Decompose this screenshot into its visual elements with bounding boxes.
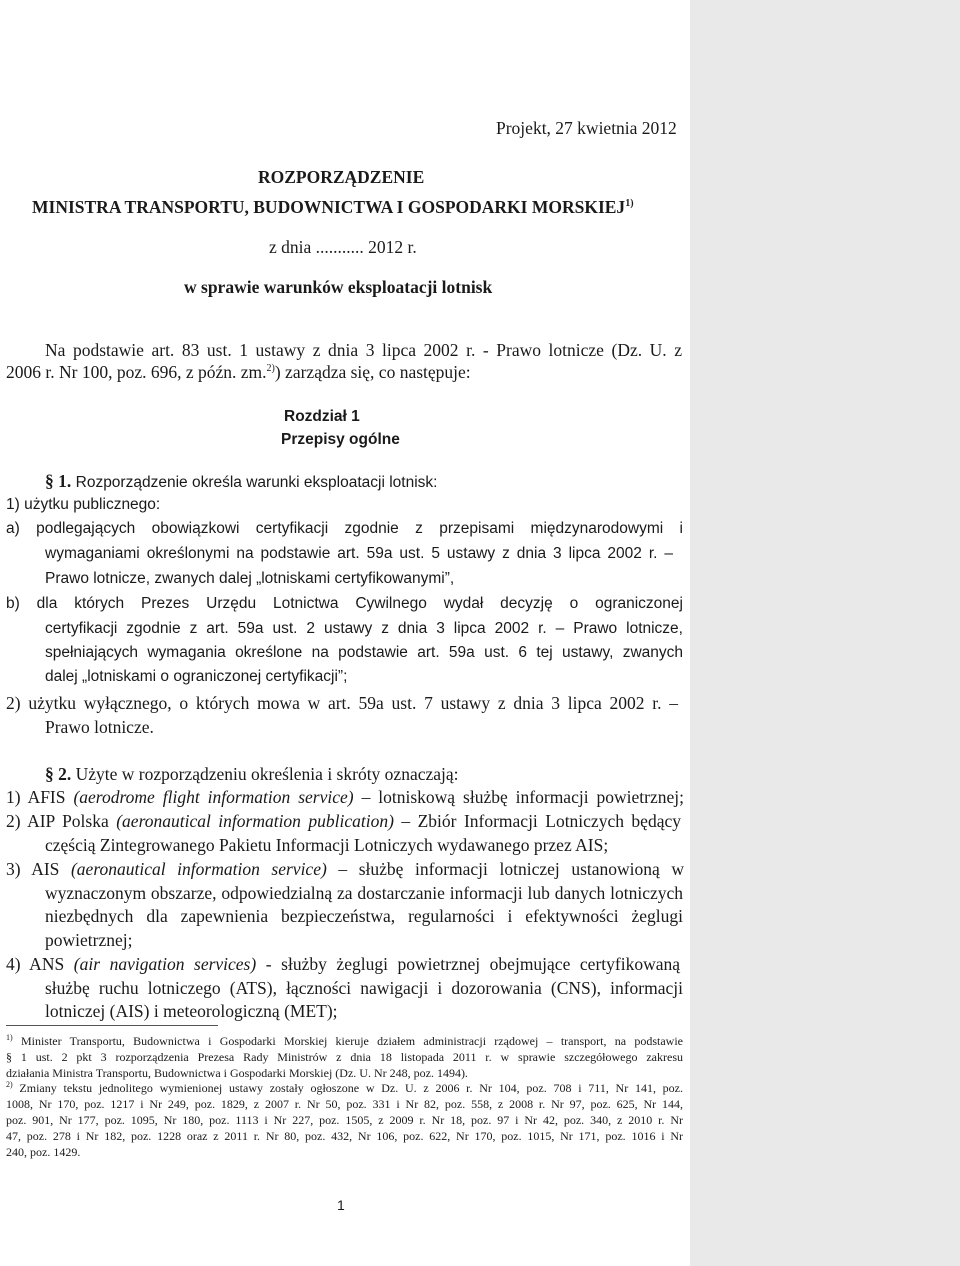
title-ministry [32,197,634,218]
definition-3-expansion: (aeronautical information service) [70,859,327,879]
footnote-2-line-2: 1008, Nr 170, poz. 1217 i Nr 249, poz. 1829, z 2007 r. Nr 50, poz. 331 i Nr 82, poz. 558, z 2008 r. Nr 97, poz. 625, Nr 144, [6,1097,683,1111]
section-2-intro [45,764,459,785]
definition-1-text: – lotniskową służbę informacji powietrznej; [353,787,684,807]
definition-3-line-4: powietrznej; [45,930,133,950]
item-1a-line-1: a) podlegających obowiązkowi certyfikacji zgodnie z przepisami międzynarodowymi i [6,520,683,537]
footnote-1-line-2: § 1 ust. 2 pkt 3 rozporządzenia Prezesa Rady Ministrów z dnia 18 listopada 2011 r. w sprawie szczegółowego zakresu [6,1050,683,1064]
title-date: z dnia ........... 2012 r. [269,237,417,257]
definition-4-line-2: służbę ruchu lotniczego (ATS), łączności nawigacji i dozorowania (CNS), informacji [45,978,683,998]
section-1-mark: § 1. [45,471,72,491]
definition-3-line-2: wyznaczonym obszarze, odpowiedzialną za dostarczanie informacji lub danych lotniczych [45,883,683,903]
item-1b-line-4: dalej „lotniskami o ograniczonej certyfikacji”; [45,668,348,685]
definition-1-term: 1) AFIS [6,787,74,807]
footnote-2-line-3: poz. 901, Nr 177, poz. 1095, Nr 180, poz. 1113 i Nr 227, poz. 1505, z 2009 r. Nr 18, poz. 97 i Nr 42, poz. 340, z 2010 r. Nr [6,1113,683,1127]
chapter-number: Rozdział 1 [284,408,360,425]
definition-3-line-3: niezbędnych dla zapewnienia bezpieczeństwa, regularności i efektywności żeglugi [45,906,683,926]
definition-4-line-3: lotniczej (AIS) i meteorologiczną (MET); [45,1001,338,1021]
preamble-line-2 [6,362,471,383]
preamble-enactment: ) zarządza się, co następuje: [274,362,471,382]
item-1a-line-3: Prawo lotnicze, zwanych dalej „lotniskami certyfikowanymi”, [45,570,455,587]
title-ministry-text: MINISTRA TRANSPORTU, BUDOWNICTWA I GOSPODARKI MORSKIEJ [32,197,626,217]
item-2-line-1: 2) użytku wyłącznego, o których mowa w art. 59a ust. 7 ustawy z dnia 3 lipca 2002 r. – [6,693,678,713]
title-subject: w sprawie warunków eksploatacji lotnisk [184,277,493,297]
definition-3-text: – służbę informacji lotniczej ustanowioną w [326,859,684,879]
definition-2-term: 2) AIP Polska [6,811,117,831]
chapter-name: Przepisy ogólne [281,431,400,448]
item-1b-line-1: b) dla których Prezes Urzędu Lotnictwa Cywilnego wydał decyzję o ograniczonej [6,595,683,612]
definition-3-term: 3) AIS [6,859,71,879]
section-2-intro-text: Użyte w rozporządzeniu określenia i skróty oznaczają: [75,764,459,784]
footnote-1-line-3: działania Ministra Transportu, Budownictwa i Gospodarki Morskiej (Dz. U. Nr 248, poz. 1494). [6,1066,468,1080]
footnote-ref-1: 1) [625,198,634,210]
definition-2-expansion: (aeronautical information publication) [116,811,394,831]
definition-4-text: - służby żeglugi powietrznej obejmujące certyfikowaną [256,954,680,974]
footnote-ref-2: 2) [266,363,275,375]
section-1-intro [45,471,437,492]
definition-1 [6,787,684,808]
section-2-mark: § 2. [45,764,72,784]
footnote-2-line-4: 47, poz. 278 i Nr 182, poz. 1228 oraz z 2011 r. Nr 80, poz. 432, Nr 106, poz. 622, Nr 170, poz. 1015, Nr 171, poz. 1016 i Nr [6,1129,683,1143]
preamble-citation: 2006 r. Nr 100, poz. 696, z późn. zm. [6,362,267,382]
definition-2-line-1 [6,811,681,832]
footnote-1-line-1 [6,1034,683,1049]
item-1b-line-3: spełniających wymagania określone na podstawie art. 59a ust. 6 tej ustawy, zwanych [45,644,683,661]
definition-4-term: 4) ANS [6,954,74,974]
section-1-intro-text: Rozporządzenie określa warunki eksploatacji lotnisk: [75,474,438,491]
definition-4-line-1 [6,954,680,975]
item-2-line-2: Prawo lotnicze. [45,717,154,737]
footnote-2-line-5: 240, poz. 1429. [6,1145,81,1159]
item-1-label: 1) użytku publicznego: [6,496,161,513]
comments-margin-panel [690,0,960,1266]
footnote-1-text: Minister Transportu, Budownictwa i Gospodarki Morskiej kieruje działem administracji rządowej – transport, na podstawie [20,1034,683,1048]
footnote-2-text: Zmiany tekstu jednolitego wymienionej ustawy zostały ogłoszone w Dz. U. z 2006 r. Nr 104, poz. 708 i 711, Nr 141, poz. [19,1081,684,1095]
footnote-2-marker: 2) [6,1080,13,1089]
definition-2-text: – Zbiór Informacji Lotniczych będący [393,811,681,831]
footnote-2-line-1 [6,1081,683,1096]
definition-1-expansion: (aerodrome flight information service) [73,787,354,807]
definition-2-line-2: częścią Zintegrowanego Pakietu Informacji Lotniczych wydawanego przez AIS; [45,835,609,855]
title-rozporzadzenie: ROZPORZĄDZENIE [258,167,425,187]
footnote-1-marker: 1) [6,1033,13,1042]
page-number: 1 [337,1197,345,1213]
preamble-line-1: Na podstawie art. 83 ust. 1 ustawy z dnia 3 lipca 2002 r. - Prawo lotnicze (Dz. U. z [45,340,682,360]
definition-4-expansion: (air navigation services) [73,954,257,974]
definition-3-line-1 [6,859,684,880]
item-1b-line-2: certyfikacji zgodnie z art. 59a ust. 2 ustawy z dnia 3 lipca 2002 r. – Prawo lotnicze, [45,620,683,637]
item-1a-line-2: wymaganiami określonymi na podstawie art. 59a ust. 5 ustawy z dnia 3 lipca 2002 r. – [45,545,673,562]
footnote-separator [6,1025,218,1026]
project-date: Projekt, 27 kwietnia 2012 [496,118,677,138]
